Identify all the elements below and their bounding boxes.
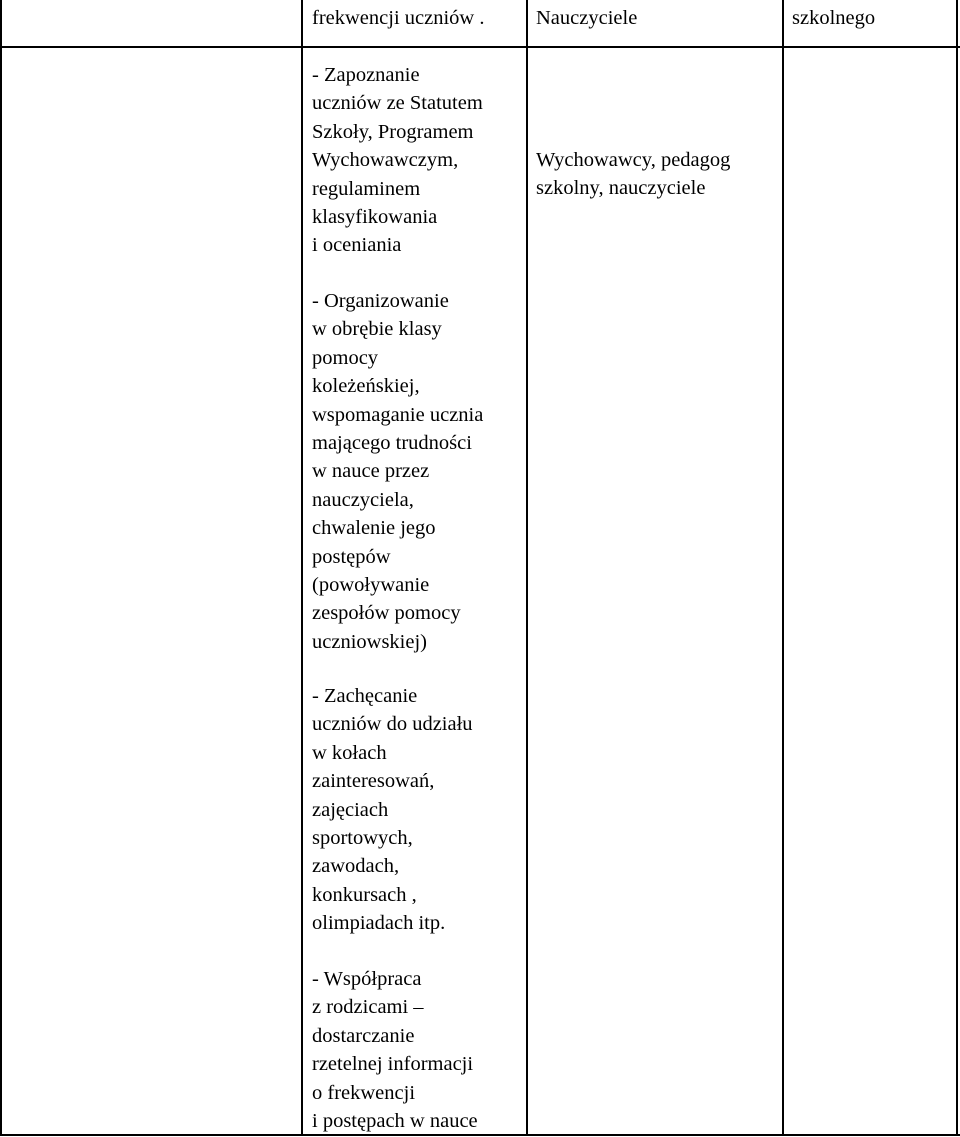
cell-top-deadline: szkolnego: [792, 7, 876, 29]
task-item: - Współpraca z rodzicami – dostarczanie rzetelnej informacji o frekwencji i postępach w nauce: [312, 968, 478, 1133]
table-border-right: [956, 0, 958, 1136]
row-divider: [0, 46, 960, 48]
table-border-left: [0, 0, 2, 1136]
task-item: - Zapoznanie uczniów ze Statutem Szkoły, Programem Wychowawczym, regulaminem klasyfikowania i oceniania: [312, 64, 483, 257]
cell-top-tasks: frekwencji uczniów .: [312, 7, 485, 29]
cell-responsible: Wychowawcy, pedagog szkolny, nauczyciele: [536, 149, 731, 200]
table-border-col1: [301, 0, 303, 1136]
table-border-col2: [526, 0, 528, 1136]
cell-top-responsible: Nauczyciele: [536, 7, 638, 29]
task-item: - Organizowanie w obrębie klasy pomocy koleżeńskiej, wspomaganie ucznia mającego trudności w nauce przez nauczyciela, chwalenie jego postępów (powoływanie zespołów pomocy uczniowskiej): [312, 290, 484, 653]
task-item: - Zachęcanie uczniów do udziału w kołach zainteresowań, zajęciach sportowych, zawodach, konkursach , olimpiadach itp.: [312, 685, 473, 935]
table-border-col3: [782, 0, 784, 1136]
